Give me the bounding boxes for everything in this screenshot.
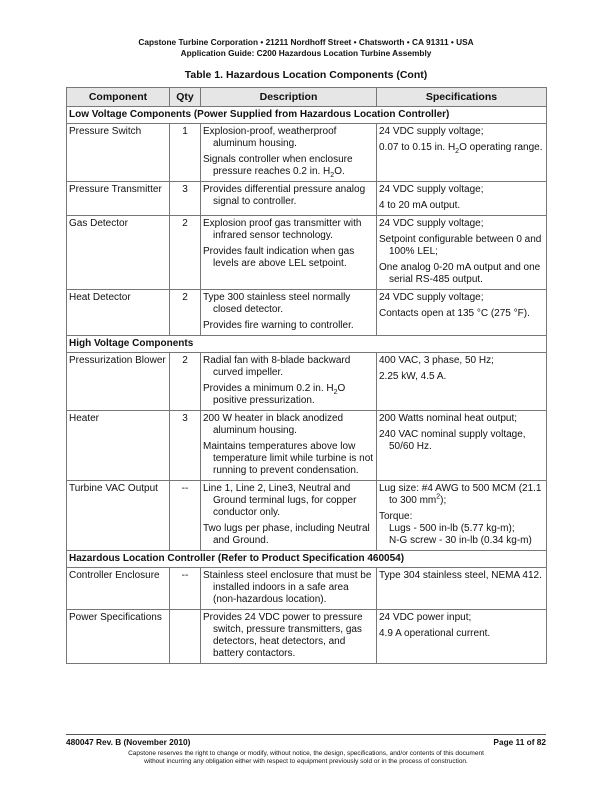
description-line: Provides fault indication when gas levels are above LEL setpoint. <box>203 246 355 269</box>
description-line: Explosion-proof, weatherproof aluminum housing. <box>203 126 337 149</box>
component-cell <box>67 481 170 551</box>
description-line: Type 300 stainless steel normally closed detector. <box>203 292 351 315</box>
qty-cell: 3 <box>170 182 201 216</box>
component-cell <box>67 182 170 216</box>
component-cell <box>67 411 170 481</box>
description-cell <box>201 124 377 182</box>
footer-disclaimer <box>66 750 546 766</box>
section-hlc: Hazardous Location Controller (Refer to Product Specification 460054) <box>67 551 547 568</box>
spec-cell <box>377 124 547 182</box>
spec-cell <box>377 353 547 411</box>
header-address: Capstone Turbine Corporation • 21211 Nordhoff Street • Chatsworth • CA 91311 • USA <box>138 37 474 47</box>
component-name: Turbine VAC Output <box>69 483 158 494</box>
description-cell <box>201 216 377 290</box>
description-cell <box>201 568 377 610</box>
description-cell <box>201 290 377 336</box>
description-line: Explosion proof gas transmitter with infrared sensor technology. <box>203 218 362 241</box>
spec-line: Lug size: #4 AWG to 500 MCM (21.1 to 300 $mm^2$); <box>379 483 542 506</box>
description-line: Radial fan with 8-blade backward curved impeller. <box>203 355 351 378</box>
section-low-voltage: Low Voltage Components (Power Supplied from Hazardous Location Controller) <box>67 107 547 124</box>
table-header-row <box>67 88 547 107</box>
table-row <box>67 182 547 216</box>
description-line: Maintains temperatures above low temperature limit while turbine is not running to prevent condensation. <box>203 441 374 476</box>
description-cell <box>201 610 377 664</box>
spec-cell <box>377 216 547 290</box>
qty-cell: 2 <box>170 216 201 290</box>
table-title: Table 1. Hazardous Location Components (Cont) <box>184 69 428 81</box>
table-row <box>67 568 547 610</box>
qty-cell: 2 <box>170 353 201 411</box>
section-row <box>67 336 547 353</box>
description-line: Stainless steel enclosure that must be installed indoors in a safe area (non-hazardous location). <box>203 570 372 605</box>
description-line: Provides fire warning to controller. <box>203 320 354 331</box>
spec-cell <box>377 610 547 664</box>
table-row <box>67 353 547 411</box>
spec-line: 24 VDC supply voltage; <box>379 218 484 229</box>
table-row <box>67 216 547 290</box>
spec-line: Type 304 stainless steel, NEMA 412. <box>379 570 542 581</box>
spec-line: Setpoint configurable between 0 and 100% LEL; <box>379 234 542 257</box>
component-name: Pressure Switch <box>69 126 142 137</box>
component-cell <box>67 568 170 610</box>
qty-cell: 3 <box>170 411 201 481</box>
col-header-description: Description <box>201 88 377 107</box>
spec-line: Torque: <box>379 511 413 522</box>
description-cell <box>201 411 377 481</box>
spec-line: 0.07 to 0.15 in. $H_2O$ operating range. <box>379 142 543 155</box>
spec-line: N-G screw - 30 in-lb (0.34 kg-m) <box>389 535 532 546</box>
spec-line: Contacts open at 135 °C (275 °F). <box>379 308 530 319</box>
table-row <box>67 481 547 551</box>
table-row <box>67 610 547 664</box>
spec-line: 400 VAC, 3 phase, 50 Hz; <box>379 355 494 366</box>
component-name: Heater <box>69 413 100 424</box>
footer-doc-number: 480047 Rev. B (November 2010) <box>66 737 191 747</box>
qty-cell: -- <box>170 568 201 610</box>
component-name: Heat Detector <box>69 292 131 303</box>
footer-page-number: Page 11 of 82 <box>493 737 546 747</box>
description-cell <box>201 182 377 216</box>
col-header-specifications: Specifications <box>377 88 547 107</box>
qty-cell: -- <box>170 481 201 551</box>
spec-line: One analog 0-20 mA output and one serial RS-485 output. <box>379 262 541 285</box>
spec-cell <box>377 182 547 216</box>
section-row <box>67 551 547 568</box>
spec-line: 24 VDC power input; <box>379 612 472 623</box>
component-cell <box>67 290 170 336</box>
section-row <box>67 107 547 124</box>
component-name: Gas Detector <box>69 218 128 229</box>
spec-line: 24 VDC supply voltage; <box>379 184 484 195</box>
qty-cell <box>170 610 201 664</box>
component-name: Pressure Transmitter <box>69 184 162 195</box>
description-cell <box>201 353 377 411</box>
spec-line: 4.9 A operational current. <box>379 628 491 639</box>
components-table <box>66 87 547 664</box>
component-cell <box>67 216 170 290</box>
section-high-voltage: High Voltage Components <box>67 336 547 353</box>
spec-cell <box>377 568 547 610</box>
qty-cell: 2 <box>170 290 201 336</box>
table-row <box>67 124 547 182</box>
component-cell <box>67 353 170 411</box>
spec-cell <box>377 481 547 551</box>
component-cell <box>67 124 170 182</box>
disclaimer-line: Capstone reserves the right to change or modify, without notice, the design, specifications, and/or contents of this document <box>128 750 484 757</box>
component-name: Power Specifications <box>69 612 162 623</box>
col-header-qty: Qty <box>170 88 201 107</box>
table-row <box>67 411 547 481</box>
footer-divider <box>66 734 546 735</box>
qty-cell: 1 <box>170 124 201 182</box>
spec-line: 24 VDC supply voltage; <box>379 292 484 303</box>
description-line: Provides a minimum 0.2 in. $H_2O$ positive pressurization. <box>203 383 346 406</box>
spec-line: 240 VAC nominal supply voltage, 50/60 Hz. <box>379 429 526 452</box>
page-header <box>0 37 612 59</box>
spec-cell <box>377 290 547 336</box>
description-line: Provides 24 VDC power to pressure switch, pressure transmitters, gas detectors, heat detectors, and battery contactors. <box>203 612 363 659</box>
description-line: Two lugs per phase, including Neutral and Ground. <box>203 523 370 546</box>
disclaimer-line: without incurring any obligation either with respect to equipment previously sold or in the process of construction. <box>144 758 468 765</box>
spec-line: 200 Watts nominal heat output; <box>379 413 518 424</box>
description-cell <box>201 481 377 551</box>
component-cell <box>67 610 170 664</box>
table-row <box>67 290 547 336</box>
description-line: Line 1, Line 2, Line3, Neutral and Ground terminal lugs, for copper conductor only. <box>203 483 357 518</box>
header-guide-title: Application Guide: C200 Hazardous Location Turbine Assembly <box>180 48 432 58</box>
spec-line: 4 to 20 mA output. <box>379 200 461 211</box>
description-line: Signals controller when enclosure pressure reaches 0.2 in. $H_2O$. <box>203 154 353 179</box>
spec-cell <box>377 411 547 481</box>
description-line: 200 W heater in black anodized aluminum housing. <box>203 413 344 436</box>
spec-line: 2.25 kW, 4.5 A. <box>379 371 447 382</box>
col-header-component: Component <box>67 88 170 107</box>
spec-line: Lugs - 500 in-lb (5.77 kg-m); <box>389 523 515 534</box>
component-name: Controller Enclosure <box>69 570 160 581</box>
component-name: Pressurization Blower <box>69 355 166 366</box>
description-line: Provides differential pressure analog signal to controller. <box>203 184 366 207</box>
spec-line: 24 VDC supply voltage; <box>379 126 484 137</box>
